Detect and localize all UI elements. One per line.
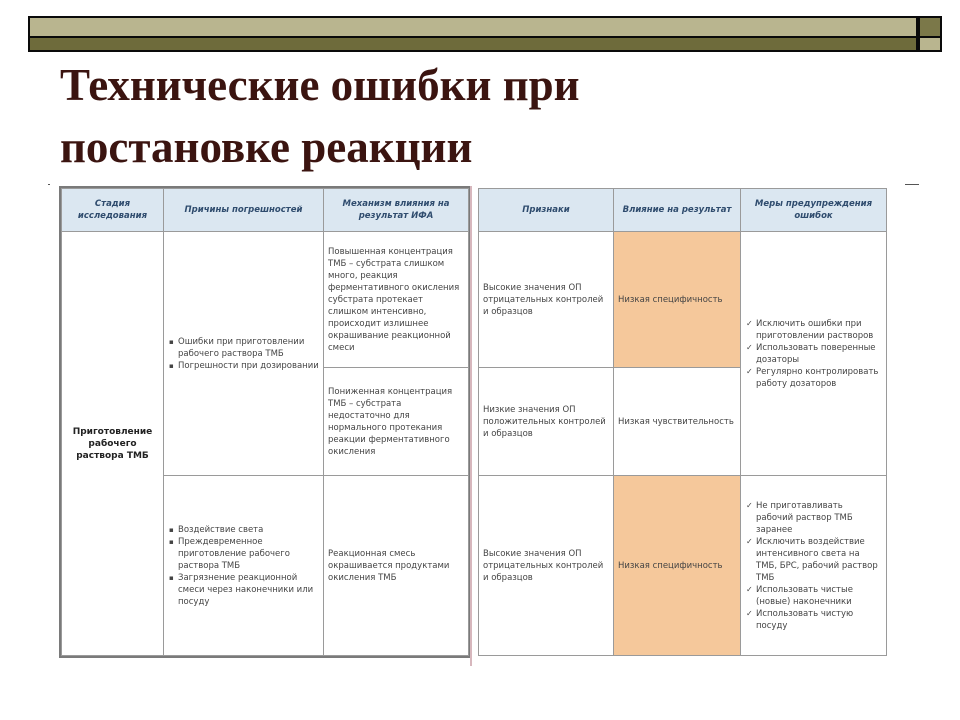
top-bar-end-block-lower <box>918 38 942 52</box>
list-item: ▪ Погрешности при дозировании <box>178 360 319 372</box>
mechanism-cell-3: Реакционная смесь окрашивается продуктами окисления ТМБ <box>324 476 469 656</box>
stage-cell: Приготовление рабочего раствора ТМБ <box>62 232 164 656</box>
list-item: ✓ Использовать чистые (новые) наконечники <box>756 584 882 608</box>
header-effect: Влияние на результат <box>614 189 741 232</box>
list-item: ▪ Воздействие света <box>178 524 319 536</box>
table-row <box>479 232 887 368</box>
table-header-row <box>62 189 469 232</box>
list-item: ✓ Регулярно контролировать работу дозаторов <box>756 366 882 390</box>
title-rule-left <box>48 184 50 185</box>
header-mechanism: Механизм влияния на результат ИФА <box>324 189 469 232</box>
errors-table-right <box>478 188 887 656</box>
mechanism-cell-1: Повышенная концентрация ТМБ – субстрата слишком много, реакция ферментативного окисления субстрата протекает слишком интенсивно, происходит излишнее окрашивание реакционной смеси <box>324 232 469 368</box>
list-item: ✓ Не приготавливать рабочий раствор ТМБ заранее <box>756 500 882 536</box>
measures-list-1 <box>745 318 882 390</box>
sign-cell-2: Низкие значения ОП положительных контролей и образцов <box>479 368 614 476</box>
errors-table-left <box>61 188 469 656</box>
header-causes: Причины погрешностей <box>164 189 324 232</box>
slide-title-line-1: Технические ошибки при <box>60 60 580 110</box>
causes-cell-1 <box>164 232 324 476</box>
mechanism-cell-2: Пониженная концентрация ТМБ – субстрата недостаточно для нормального протекания реакции ферментативного окисления <box>324 368 469 476</box>
causes-cell-2 <box>164 476 324 656</box>
effect-cell-1: Низкая специфичность <box>614 232 741 368</box>
title-rule-right <box>905 184 919 185</box>
effect-cell-3: Низкая специфичность <box>614 476 741 656</box>
measures-cell-1 <box>741 232 887 476</box>
table-header-row <box>479 189 887 232</box>
header-measures: Меры предупреждения ошибок <box>741 189 887 232</box>
causes-list-2 <box>168 524 319 608</box>
top-decorative-bar <box>28 16 918 38</box>
table-separator-line <box>470 186 472 666</box>
top-decorative-strip <box>28 38 918 52</box>
table-row <box>479 476 887 656</box>
header-stage: Стадия исследования <box>62 189 164 232</box>
sign-cell-1: Высокие значения ОП отрицательных контролей и образцов <box>479 232 614 368</box>
list-item: ▪ Загрязнение реакционной смеси через наконечники или посуду <box>178 572 319 608</box>
sign-cell-3: Высокие значения ОП отрицательных контролей и образцов <box>479 476 614 656</box>
measures-list-2 <box>745 500 882 632</box>
list-item: ▪ Ошибки при приготовлении рабочего раствора ТМБ <box>178 336 319 360</box>
list-item: ✓ Исключить воздействие интенсивного света на ТМБ, БРС, рабочий раствор ТМБ <box>756 536 882 584</box>
measures-cell-2 <box>741 476 887 656</box>
top-bar-end-block <box>918 16 942 38</box>
table-row <box>62 232 469 368</box>
causes-list-1 <box>168 336 319 372</box>
header-signs: Признаки <box>479 189 614 232</box>
slide-title <box>60 54 820 178</box>
list-item: ✓ Использовать чистую посуду <box>756 608 882 632</box>
slide-title-line-2: постановке реакции <box>60 122 473 172</box>
list-item: ✓ Использовать поверенные дозаторы <box>756 342 882 366</box>
effect-cell-2: Низкая чувствительность <box>614 368 741 476</box>
list-item: ▪ Преждевременное приготовление рабочего раствора ТМБ <box>178 536 319 572</box>
list-item: ✓ Исключить ошибки при приготовлении растворов <box>756 318 882 342</box>
